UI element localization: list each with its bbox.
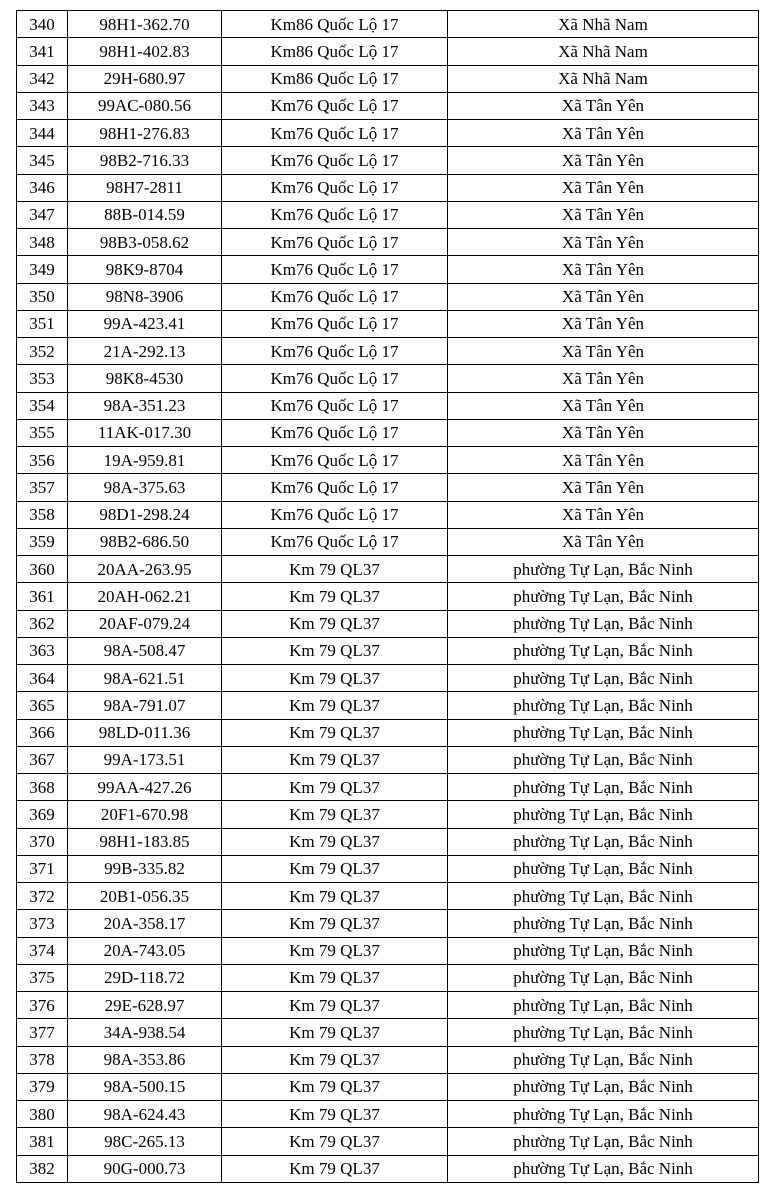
table-row: [17, 365, 759, 392]
license-plate-cell: 20AH-062.21: [68, 583, 222, 610]
row-number-cell: 372: [17, 883, 68, 910]
license-plate-cell: 98K9-8704: [68, 256, 222, 283]
license-plate-cell: 20A-358.17: [68, 910, 222, 937]
location-cell: Km76 Quốc Lộ 17: [222, 120, 448, 147]
row-number-cell: 361: [17, 583, 68, 610]
row-number-cell: 353: [17, 365, 68, 392]
license-plate-cell: 29E-628.97: [68, 992, 222, 1019]
location-cell: Km76 Quốc Lộ 17: [222, 283, 448, 310]
license-plate-cell: 90G-000.73: [68, 1155, 222, 1182]
unit-cell: Xã Tân Yên: [448, 283, 759, 310]
location-cell: Km76 Quốc Lộ 17: [222, 365, 448, 392]
license-plate-cell: 98B2-686.50: [68, 528, 222, 555]
row-number-cell: 375: [17, 964, 68, 991]
unit-cell: Xã Tân Yên: [448, 474, 759, 501]
unit-cell: Xã Tân Yên: [448, 256, 759, 283]
license-plate-cell: 34A-938.54: [68, 1019, 222, 1046]
table-row: [17, 11, 759, 38]
row-number-cell: 358: [17, 501, 68, 528]
unit-cell: Xã Tân Yên: [448, 419, 759, 446]
location-cell: Km76 Quốc Lộ 17: [222, 419, 448, 446]
unit-cell: Xã Tân Yên: [448, 528, 759, 555]
row-number-cell: 360: [17, 556, 68, 583]
location-cell: Km76 Quốc Lộ 17: [222, 147, 448, 174]
unit-cell: phường Tự Lạn, Bắc Ninh: [448, 637, 759, 664]
license-plate-cell: 98H1-362.70: [68, 11, 222, 38]
location-cell: Km86 Quốc Lộ 17: [222, 11, 448, 38]
location-cell: Km76 Quốc Lộ 17: [222, 474, 448, 501]
table-row: [17, 964, 759, 991]
unit-cell: phường Tự Lạn, Bắc Ninh: [448, 774, 759, 801]
row-number-cell: 350: [17, 283, 68, 310]
location-cell: Km76 Quốc Lộ 17: [222, 447, 448, 474]
row-number-cell: 378: [17, 1046, 68, 1073]
row-number-cell: 368: [17, 774, 68, 801]
license-plate-cell: 20AA-263.95: [68, 556, 222, 583]
location-cell: Km 79 QL37: [222, 1155, 448, 1182]
unit-cell: Xã Tân Yên: [448, 392, 759, 419]
license-plate-cell: 98A-508.47: [68, 637, 222, 664]
table-row: [17, 447, 759, 474]
unit-cell: Xã Tân Yên: [448, 365, 759, 392]
table-row: [17, 65, 759, 92]
row-number-cell: 367: [17, 746, 68, 773]
location-cell: Km76 Quốc Lộ 17: [222, 92, 448, 119]
unit-cell: phường Tự Lạn, Bắc Ninh: [448, 1128, 759, 1155]
table-row: [17, 801, 759, 828]
license-plate-cell: 99B-335.82: [68, 855, 222, 882]
table-row: [17, 1046, 759, 1073]
license-plate-cell: 20F1-670.98: [68, 801, 222, 828]
unit-cell: phường Tự Lạn, Bắc Ninh: [448, 910, 759, 937]
table-row: [17, 1073, 759, 1100]
license-plate-cell: 98A-500.15: [68, 1073, 222, 1100]
row-number-cell: 362: [17, 610, 68, 637]
row-number-cell: 346: [17, 174, 68, 201]
table-row: [17, 637, 759, 664]
row-number-cell: 354: [17, 392, 68, 419]
unit-cell: phường Tự Lạn, Bắc Ninh: [448, 964, 759, 991]
row-number-cell: 379: [17, 1073, 68, 1100]
table-row: [17, 338, 759, 365]
location-cell: Km 79 QL37: [222, 692, 448, 719]
location-cell: Km 79 QL37: [222, 774, 448, 801]
location-cell: Km76 Quốc Lộ 17: [222, 501, 448, 528]
table-row: [17, 992, 759, 1019]
unit-cell: phường Tự Lạn, Bắc Ninh: [448, 610, 759, 637]
row-number-cell: 381: [17, 1128, 68, 1155]
license-plate-cell: 98B2-716.33: [68, 147, 222, 174]
violation-table: [16, 10, 759, 1183]
license-plate-cell: 98A-353.86: [68, 1046, 222, 1073]
location-cell: Km 79 QL37: [222, 719, 448, 746]
location-cell: Km 79 QL37: [222, 637, 448, 664]
unit-cell: phường Tự Lạn, Bắc Ninh: [448, 665, 759, 692]
unit-cell: Xã Nhã Nam: [448, 65, 759, 92]
license-plate-cell: 98A-791.07: [68, 692, 222, 719]
table-row: [17, 528, 759, 555]
document-page: [16, 10, 758, 1183]
location-cell: Km 79 QL37: [222, 746, 448, 773]
table-body: [17, 11, 759, 1183]
unit-cell: Xã Tân Yên: [448, 338, 759, 365]
license-plate-cell: 99AA-427.26: [68, 774, 222, 801]
location-cell: Km 79 QL37: [222, 1073, 448, 1100]
location-cell: Km 79 QL37: [222, 964, 448, 991]
unit-cell: Xã Tân Yên: [448, 201, 759, 228]
unit-cell: Xã Tân Yên: [448, 120, 759, 147]
license-plate-cell: 98H1-276.83: [68, 120, 222, 147]
unit-cell: phường Tự Lạn, Bắc Ninh: [448, 1046, 759, 1073]
row-number-cell: 370: [17, 828, 68, 855]
table-row: [17, 419, 759, 446]
unit-cell: phường Tự Lạn, Bắc Ninh: [448, 719, 759, 746]
row-number-cell: 355: [17, 419, 68, 446]
row-number-cell: 342: [17, 65, 68, 92]
license-plate-cell: 20A-743.05: [68, 937, 222, 964]
location-cell: Km76 Quốc Lộ 17: [222, 528, 448, 555]
license-plate-cell: 98C-265.13: [68, 1128, 222, 1155]
location-cell: Km76 Quốc Lộ 17: [222, 229, 448, 256]
license-plate-cell: 20B1-056.35: [68, 883, 222, 910]
location-cell: Km 79 QL37: [222, 883, 448, 910]
license-plate-cell: 21A-292.13: [68, 338, 222, 365]
unit-cell: Xã Tân Yên: [448, 174, 759, 201]
row-number-cell: 376: [17, 992, 68, 1019]
location-cell: Km 79 QL37: [222, 1101, 448, 1128]
location-cell: Km76 Quốc Lộ 17: [222, 201, 448, 228]
table-row: [17, 256, 759, 283]
location-cell: Km 79 QL37: [222, 937, 448, 964]
unit-cell: phường Tự Lạn, Bắc Ninh: [448, 828, 759, 855]
location-cell: Km86 Quốc Lộ 17: [222, 65, 448, 92]
location-cell: Km 79 QL37: [222, 665, 448, 692]
table-row: [17, 1155, 759, 1182]
location-cell: Km 79 QL37: [222, 610, 448, 637]
unit-cell: phường Tự Lạn, Bắc Ninh: [448, 992, 759, 1019]
unit-cell: phường Tự Lạn, Bắc Ninh: [448, 1101, 759, 1128]
location-cell: Km 79 QL37: [222, 855, 448, 882]
license-plate-cell: 98H1-402.83: [68, 38, 222, 65]
table-row: [17, 1101, 759, 1128]
table-row: [17, 501, 759, 528]
license-plate-cell: 20AF-079.24: [68, 610, 222, 637]
row-number-cell: 351: [17, 310, 68, 337]
row-number-cell: 348: [17, 229, 68, 256]
license-plate-cell: 98LD-011.36: [68, 719, 222, 746]
row-number-cell: 364: [17, 665, 68, 692]
unit-cell: Xã Nhã Nam: [448, 38, 759, 65]
license-plate-cell: 99AC-080.56: [68, 92, 222, 119]
license-plate-cell: 29H-680.97: [68, 65, 222, 92]
row-number-cell: 369: [17, 801, 68, 828]
location-cell: Km76 Quốc Lộ 17: [222, 310, 448, 337]
unit-cell: phường Tự Lạn, Bắc Ninh: [448, 746, 759, 773]
license-plate-cell: 98B3-058.62: [68, 229, 222, 256]
license-plate-cell: 98H7-2811: [68, 174, 222, 201]
table-row: [17, 1128, 759, 1155]
table-row: [17, 937, 759, 964]
unit-cell: Xã Tân Yên: [448, 92, 759, 119]
table-row: [17, 147, 759, 174]
unit-cell: Xã Tân Yên: [448, 229, 759, 256]
row-number-cell: 382: [17, 1155, 68, 1182]
location-cell: Km76 Quốc Lộ 17: [222, 174, 448, 201]
row-number-cell: 380: [17, 1101, 68, 1128]
row-number-cell: 344: [17, 120, 68, 147]
table-row: [17, 1019, 759, 1046]
table-row: [17, 910, 759, 937]
location-cell: Km 79 QL37: [222, 1128, 448, 1155]
unit-cell: phường Tự Lạn, Bắc Ninh: [448, 1073, 759, 1100]
unit-cell: phường Tự Lạn, Bắc Ninh: [448, 937, 759, 964]
license-plate-cell: 88B-014.59: [68, 201, 222, 228]
license-plate-cell: 98A-375.63: [68, 474, 222, 501]
location-cell: Km76 Quốc Lộ 17: [222, 256, 448, 283]
unit-cell: phường Tự Lạn, Bắc Ninh: [448, 583, 759, 610]
table-row: [17, 556, 759, 583]
license-plate-cell: 98H1-183.85: [68, 828, 222, 855]
row-number-cell: 363: [17, 637, 68, 664]
location-cell: Km 79 QL37: [222, 801, 448, 828]
table-row: [17, 610, 759, 637]
license-plate-cell: 98A-624.43: [68, 1101, 222, 1128]
unit-cell: Xã Tân Yên: [448, 310, 759, 337]
unit-cell: Xã Tân Yên: [448, 501, 759, 528]
unit-cell: phường Tự Lạn, Bắc Ninh: [448, 1155, 759, 1182]
unit-cell: phường Tự Lạn, Bắc Ninh: [448, 883, 759, 910]
table-row: [17, 719, 759, 746]
row-number-cell: 347: [17, 201, 68, 228]
row-number-cell: 371: [17, 855, 68, 882]
row-number-cell: 356: [17, 447, 68, 474]
table-row: [17, 38, 759, 65]
row-number-cell: 349: [17, 256, 68, 283]
table-row: [17, 229, 759, 256]
unit-cell: phường Tự Lạn, Bắc Ninh: [448, 692, 759, 719]
unit-cell: phường Tự Lạn, Bắc Ninh: [448, 855, 759, 882]
table-row: [17, 474, 759, 501]
location-cell: Km 79 QL37: [222, 910, 448, 937]
row-number-cell: 357: [17, 474, 68, 501]
table-row: [17, 774, 759, 801]
table-row: [17, 283, 759, 310]
license-plate-cell: 11AK-017.30: [68, 419, 222, 446]
unit-cell: phường Tự Lạn, Bắc Ninh: [448, 1019, 759, 1046]
license-plate-cell: 99A-423.41: [68, 310, 222, 337]
location-cell: Km 79 QL37: [222, 583, 448, 610]
row-number-cell: 352: [17, 338, 68, 365]
table-row: [17, 392, 759, 419]
row-number-cell: 374: [17, 937, 68, 964]
unit-cell: Xã Nhã Nam: [448, 11, 759, 38]
license-plate-cell: 29D-118.72: [68, 964, 222, 991]
license-plate-cell: 98K8-4530: [68, 365, 222, 392]
unit-cell: Xã Tân Yên: [448, 147, 759, 174]
table-row: [17, 583, 759, 610]
location-cell: Km76 Quốc Lộ 17: [222, 338, 448, 365]
unit-cell: phường Tự Lạn, Bắc Ninh: [448, 556, 759, 583]
location-cell: Km76 Quốc Lộ 17: [222, 392, 448, 419]
row-number-cell: 359: [17, 528, 68, 555]
row-number-cell: 365: [17, 692, 68, 719]
row-number-cell: 345: [17, 147, 68, 174]
table-row: [17, 692, 759, 719]
table-row: [17, 310, 759, 337]
unit-cell: Xã Tân Yên: [448, 447, 759, 474]
location-cell: Km 79 QL37: [222, 1046, 448, 1073]
row-number-cell: 340: [17, 11, 68, 38]
table-row: [17, 665, 759, 692]
license-plate-cell: 98D1-298.24: [68, 501, 222, 528]
row-number-cell: 373: [17, 910, 68, 937]
license-plate-cell: 19A-959.81: [68, 447, 222, 474]
table-row: [17, 120, 759, 147]
license-plate-cell: 99A-173.51: [68, 746, 222, 773]
location-cell: Km86 Quốc Lộ 17: [222, 38, 448, 65]
row-number-cell: 377: [17, 1019, 68, 1046]
table-row: [17, 883, 759, 910]
location-cell: Km 79 QL37: [222, 1019, 448, 1046]
unit-cell: phường Tự Lạn, Bắc Ninh: [448, 801, 759, 828]
table-row: [17, 855, 759, 882]
license-plate-cell: 98N8-3906: [68, 283, 222, 310]
table-row: [17, 92, 759, 119]
license-plate-cell: 98A-621.51: [68, 665, 222, 692]
table-row: [17, 828, 759, 855]
table-row: [17, 746, 759, 773]
location-cell: Km 79 QL37: [222, 992, 448, 1019]
location-cell: Km 79 QL37: [222, 828, 448, 855]
license-plate-cell: 98A-351.23: [68, 392, 222, 419]
row-number-cell: 366: [17, 719, 68, 746]
row-number-cell: 341: [17, 38, 68, 65]
table-row: [17, 174, 759, 201]
location-cell: Km 79 QL37: [222, 556, 448, 583]
row-number-cell: 343: [17, 92, 68, 119]
table-row: [17, 201, 759, 228]
